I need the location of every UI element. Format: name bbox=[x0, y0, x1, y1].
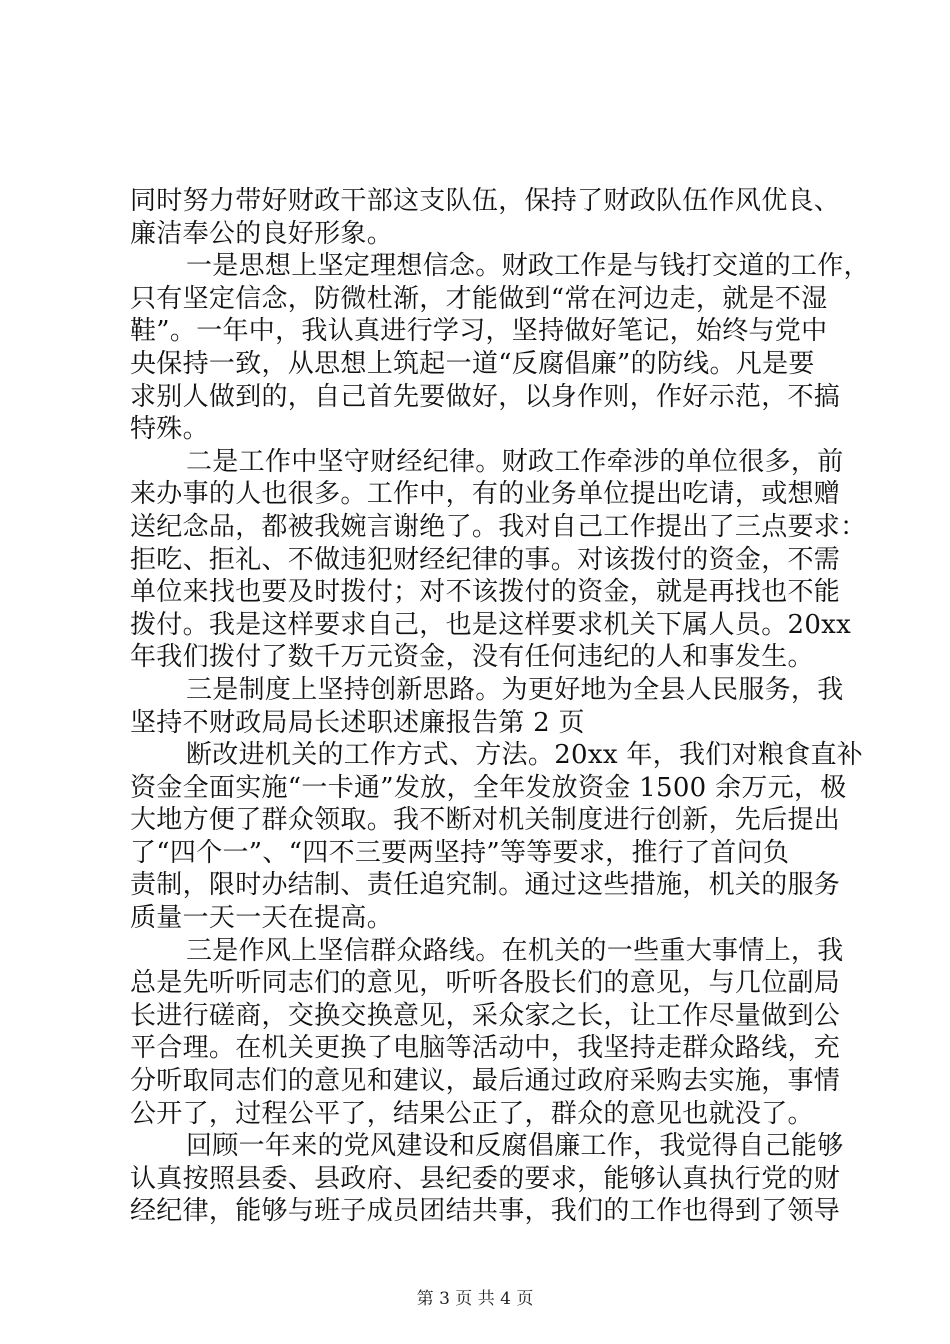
text-line: 断改进机关的工作方式、方法。20xx 年，我们对粮食直补 bbox=[186, 740, 864, 771]
text-line: 年我们拨付了数千万元资金，没有任何违纪的人和事发生。 bbox=[130, 642, 814, 673]
text-line: 特殊。 bbox=[130, 414, 209, 445]
text-line: 认真按照县委、县政府、县纪委的要求，能够认真执行党的财 bbox=[130, 1163, 841, 1194]
text-line: 经纪律，能够与班子成员团结共事，我们的工作也得到了领导 bbox=[130, 1196, 841, 1227]
text-line: 同时努力带好财政干部这支队伍，保持了财政队伍作风优良、 bbox=[130, 186, 841, 216]
text-line: 坚持不财政局局长述职述廉报告第 2 页 bbox=[130, 707, 585, 738]
text-line: 资金全面实施“一卡通”发放，全年发放资金 1500 余万元，极 bbox=[130, 772, 847, 803]
text-line: 只有坚定信念，防微杜渐，才能做到“常在河边走，就是不湿 bbox=[130, 283, 828, 314]
text-line: 回顾一年来的党风建设和反腐倡廉工作，我觉得自己能够 bbox=[186, 1131, 844, 1162]
text-line: 鞋”。一年中，我认真进行学习，坚持做好笔记，始终与党中 bbox=[130, 316, 828, 347]
text-line: 央保持一致，从思想上筑起一道“反腐倡廉”的防线。凡是要 bbox=[130, 348, 815, 379]
text-line: 来办事的人也很多。工作中，有的业务单位提出吃请，或想赠 bbox=[130, 479, 841, 510]
text-line: 平合理。在机关更换了电脑等活动中，我坚持走群众路线，充 bbox=[130, 1033, 841, 1064]
text-line: 总是先听听同志们的意见，听听各股长们的意见，与几位副局 bbox=[130, 968, 841, 999]
text-line: 大地方便了群众领取。我不断对机关制度进行创新，先后提出 bbox=[130, 805, 841, 836]
text-line: 拨付。我是这样要求自己，也是这样要求机关下属人员。20xx bbox=[130, 609, 852, 640]
text-line: 一是思想上坚定理想信念。财政工作是与钱打交道的工作， bbox=[186, 251, 870, 282]
page-footer: 第 3 页 共 4 页 bbox=[416, 1289, 534, 1309]
text-line: 廉洁奉公的良好形象。 bbox=[130, 218, 394, 249]
text-line: 单位来找也要及时拨付；对不该拨付的资金，就是再找也不能 bbox=[130, 577, 841, 608]
text-line: 质量一天一天在提高。 bbox=[130, 903, 394, 934]
text-line: 三是制度上坚持创新思路。为更好地为全县人民服务，我 bbox=[186, 674, 844, 705]
text-line: 送纪念品，都被我婉言谢绝了。我对自己工作提出了三点要求： bbox=[130, 511, 867, 542]
text-line: 了“四个一”、“四不三要两坚持”等等要求，推行了首问负 bbox=[130, 837, 790, 868]
text-line: 责制，限时办结制、责任追究制。通过这些措施，机关的服务 bbox=[130, 870, 841, 901]
document-body bbox=[130, 185, 870, 1228]
text-line: 三是作风上坚信群众路线。在机关的一些重大事情上，我 bbox=[186, 935, 844, 966]
text-line: 二是工作中坚守财经纪律。财政工作牵涉的单位很多，前 bbox=[186, 446, 844, 477]
text-line: 拒吃、拒礼、不做违犯财经纪律的事。对该拨付的资金，不需 bbox=[130, 544, 841, 575]
text-line: 公开了，过程公平了，结果公正了，群众的意见也就没了。 bbox=[130, 1098, 814, 1129]
text-line: 分听取同志们的意见和建议，最后通过政府采购去实施，事情 bbox=[130, 1066, 841, 1097]
text-line: 求别人做到的，自己首先要做好，以身作则，作好示范，不搞 bbox=[130, 381, 841, 412]
text-line: 长进行磋商，交换交换意见，采众家之长，让工作尽量做到公 bbox=[130, 1000, 841, 1031]
